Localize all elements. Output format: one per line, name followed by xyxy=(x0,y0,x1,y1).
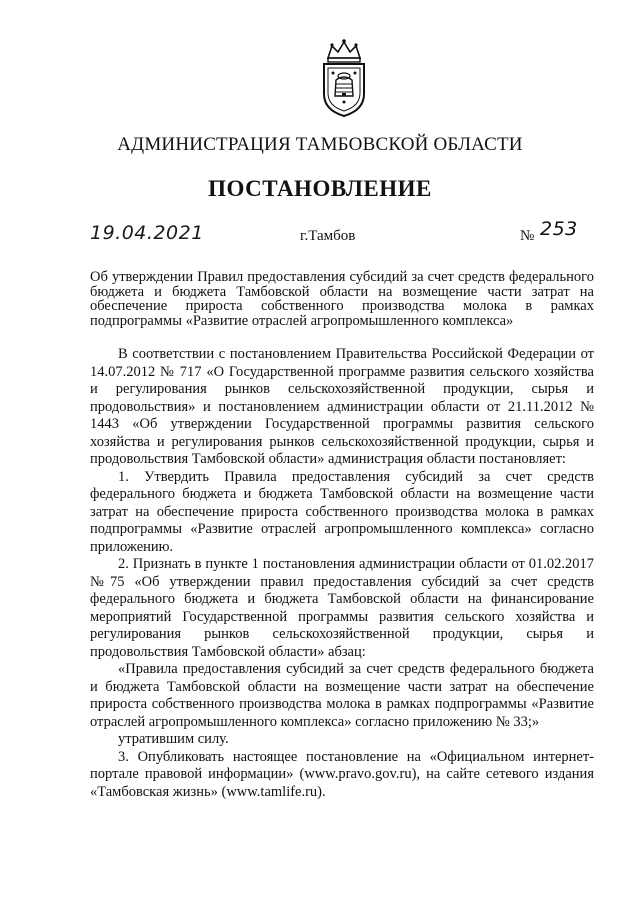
paragraph-item-1: 1. Утвердить Правила предоставления субсидий за счет средств федерального бюджета и бюджета Тамбовской области на возмещение части затрат на обеспечение прироста собственного производства молока в рамках подпрограммы «Развитие отраслей агропромышленного комплекса» согласно приложению. xyxy=(90,468,594,555)
paragraph-quoted-rule: «Правила предоставления субсидий за счет средств федерального бюджета и бюджета Тамбовской области на возмещение части затрат на обеспечение прироста собственного производства молока в рамках подпрограммы «Развитие отраслей агропромышленного комплекса» согласно приложению № 33;» xyxy=(90,661,594,730)
city-label: г.Тамбов xyxy=(300,228,356,244)
number-label: № xyxy=(520,228,535,244)
document-type-title: ПОСТАНОВЛЕНИЕ xyxy=(208,176,432,201)
handwritten-date: 19.04.2021 xyxy=(90,222,204,244)
coat-of-arms-icon xyxy=(316,38,372,118)
paragraph-preamble: В соответствии с постановлением Правительства Российской Федерации от 14.07.2012 № 717 «О Государственной программе развития сельского хозяйства и регулирования рынков сельскохозяйственной продукции, сырья и продовольствия» и постановлением администрации области от 21.11.2012 № 1443 «Об утверждении Государственной программы развития сельского хозяйства и регулирования рынков сельскохозяйственной продукции, сырья и продовольствия Тамбовской области» администрация области постановляет: xyxy=(90,346,594,467)
paragraph-item-3: 3. Опубликовать настоящее постановление на «Официальном интернет-портале правовой информации» (www.pravo.gov.ru), на сайте сетевого издания «Тамбовская жизнь» (www.tamlife.ru). xyxy=(90,748,594,800)
paragraph-item-2: 2. Признать в пункте 1 постановления администрации области от 01.02.2017 №75 «Об утверждении правил предоставления субсидий за счет средств федерального бюджета и бюджета Тамбовской области на финансирование мероприятий Государственной программы развития сельского хозяйства и регулирования рынков сельскохозяйственной продукции, сырья и продовольствия Тамбовской области» абзац: xyxy=(90,556,594,660)
agency-name: АДМИНИСТРАЦИЯ ТАМБОВСКОЙ ОБЛАСТИ xyxy=(117,134,523,155)
handwritten-number: 253 xyxy=(540,218,578,240)
document-body xyxy=(90,346,594,801)
paragraph-void-clause: утратившим силу. xyxy=(118,731,229,747)
document-subject: Об утверждении Правил предоставления субсидий за счет средств федерального бюджета и бюджета Тамбовской области на возмещение части затрат на обеспечение прироста собственного производства молока в рамках подпрограммы «Развитие отраслей агропромышленного комплекса» xyxy=(90,269,594,329)
